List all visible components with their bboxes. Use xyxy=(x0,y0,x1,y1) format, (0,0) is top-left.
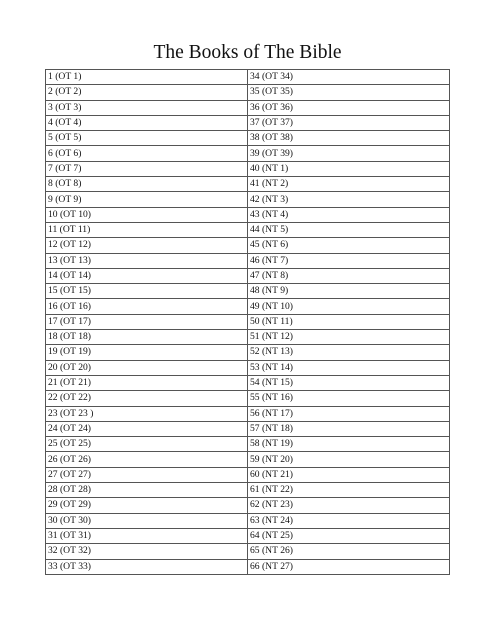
table-cell-right: 58 (NT 19) xyxy=(248,437,450,452)
table-row xyxy=(46,238,450,253)
table-row xyxy=(46,70,450,85)
table-cell-right: 34 (OT 34) xyxy=(248,70,450,85)
table-cell-right: 43 (NT 4) xyxy=(248,207,450,222)
table-cell-left: 31 (OT 31) xyxy=(46,528,248,543)
table-row xyxy=(46,85,450,100)
table-cell-left: 30 (OT 30) xyxy=(46,513,248,528)
table-row xyxy=(46,100,450,115)
table-row xyxy=(46,559,450,574)
table-row xyxy=(46,222,450,237)
table-cell-right: 52 (NT 13) xyxy=(248,345,450,360)
table-cell-left: 22 (OT 22) xyxy=(46,391,248,406)
table-cell-left: 33 (OT 33) xyxy=(46,559,248,574)
table-cell-right: 60 (NT 21) xyxy=(248,467,450,482)
table-row xyxy=(46,192,450,207)
table-cell-left: 19 (OT 19) xyxy=(46,345,248,360)
books-table-body xyxy=(46,70,450,575)
table-cell-right: 64 (NT 25) xyxy=(248,528,450,543)
table-cell-right: 35 (OT 35) xyxy=(248,85,450,100)
table-cell-left: 28 (OT 28) xyxy=(46,483,248,498)
table-cell-left: 23 (OT 23 ) xyxy=(46,406,248,421)
table-cell-left: 24 (OT 24) xyxy=(46,421,248,436)
table-cell-right: 61 (NT 22) xyxy=(248,483,450,498)
table-cell-left: 16 (OT 16) xyxy=(46,299,248,314)
table-cell-right: 53 (NT 14) xyxy=(248,360,450,375)
table-cell-right: 51 (NT 12) xyxy=(248,330,450,345)
table-row xyxy=(46,360,450,375)
table-row xyxy=(46,253,450,268)
table-row xyxy=(46,437,450,452)
table-cell-right: 37 (OT 37) xyxy=(248,115,450,130)
table-row xyxy=(46,268,450,283)
table-cell-right: 45 (NT 6) xyxy=(248,238,450,253)
table-cell-left: 10 (OT 10) xyxy=(46,207,248,222)
table-row xyxy=(46,467,450,482)
table-cell-right: 36 (OT 36) xyxy=(248,100,450,115)
books-table xyxy=(45,69,450,575)
table-cell-right: 55 (NT 16) xyxy=(248,391,450,406)
table-row xyxy=(46,284,450,299)
table-row xyxy=(46,161,450,176)
table-cell-left: 17 (OT 17) xyxy=(46,314,248,329)
table-cell-right: 46 (NT 7) xyxy=(248,253,450,268)
table-cell-right: 63 (NT 24) xyxy=(248,513,450,528)
table-row xyxy=(46,498,450,513)
table-cell-left: 8 (OT 8) xyxy=(46,177,248,192)
table-cell-right: 42 (NT 3) xyxy=(248,192,450,207)
table-cell-right: 41 (NT 2) xyxy=(248,177,450,192)
table-row xyxy=(46,421,450,436)
table-cell-left: 29 (OT 29) xyxy=(46,498,248,513)
table-cell-left: 2 (OT 2) xyxy=(46,85,248,100)
table-row xyxy=(46,391,450,406)
table-row xyxy=(46,131,450,146)
table-row xyxy=(46,330,450,345)
table-row xyxy=(46,483,450,498)
page-title: The Books of The Bible xyxy=(153,42,342,63)
table-cell-left: 6 (OT 6) xyxy=(46,146,248,161)
table-row xyxy=(46,528,450,543)
table-row xyxy=(46,375,450,390)
table-cell-right: 39 (OT 39) xyxy=(248,146,450,161)
table-row xyxy=(46,177,450,192)
table-cell-left: 32 (OT 32) xyxy=(46,544,248,559)
table-cell-left: 12 (OT 12) xyxy=(46,238,248,253)
table-row xyxy=(46,115,450,130)
table-cell-right: 66 (NT 27) xyxy=(248,559,450,574)
table-cell-left: 21 (OT 21) xyxy=(46,375,248,390)
table-cell-left: 9 (OT 9) xyxy=(46,192,248,207)
table-row xyxy=(46,207,450,222)
table-cell-left: 26 (OT 26) xyxy=(46,452,248,467)
table-cell-left: 11 (OT 11) xyxy=(46,222,248,237)
table-cell-right: 59 (NT 20) xyxy=(248,452,450,467)
table-row xyxy=(46,544,450,559)
table-row xyxy=(46,406,450,421)
table-cell-right: 65 (NT 26) xyxy=(248,544,450,559)
table-cell-right: 54 (NT 15) xyxy=(248,375,450,390)
table-row xyxy=(46,146,450,161)
table-cell-left: 7 (OT 7) xyxy=(46,161,248,176)
table-row xyxy=(46,452,450,467)
table-cell-right: 44 (NT 5) xyxy=(248,222,450,237)
table-row xyxy=(46,345,450,360)
table-cell-left: 15 (OT 15) xyxy=(46,284,248,299)
table-cell-right: 47 (NT 8) xyxy=(248,268,450,283)
table-cell-left: 25 (OT 25) xyxy=(46,437,248,452)
table-cell-left: 1 (OT 1) xyxy=(46,70,248,85)
table-cell-left: 27 (OT 27) xyxy=(46,467,248,482)
table-cell-left: 5 (OT 5) xyxy=(46,131,248,146)
table-cell-right: 49 (NT 10) xyxy=(248,299,450,314)
table-row xyxy=(46,314,450,329)
table-cell-left: 18 (OT 18) xyxy=(46,330,248,345)
table-row xyxy=(46,299,450,314)
table-cell-left: 4 (OT 4) xyxy=(46,115,248,130)
table-cell-left: 13 (OT 13) xyxy=(46,253,248,268)
table-cell-left: 20 (OT 20) xyxy=(46,360,248,375)
table-cell-right: 38 (OT 38) xyxy=(248,131,450,146)
table-row xyxy=(46,513,450,528)
table-cell-right: 48 (NT 9) xyxy=(248,284,450,299)
table-cell-right: 40 (NT 1) xyxy=(248,161,450,176)
table-cell-right: 62 (NT 23) xyxy=(248,498,450,513)
table-cell-right: 56 (NT 17) xyxy=(248,406,450,421)
table-cell-right: 57 (NT 18) xyxy=(248,421,450,436)
table-cell-left: 14 (OT 14) xyxy=(46,268,248,283)
table-cell-left: 3 (OT 3) xyxy=(46,100,248,115)
table-cell-right: 50 (NT 11) xyxy=(248,314,450,329)
